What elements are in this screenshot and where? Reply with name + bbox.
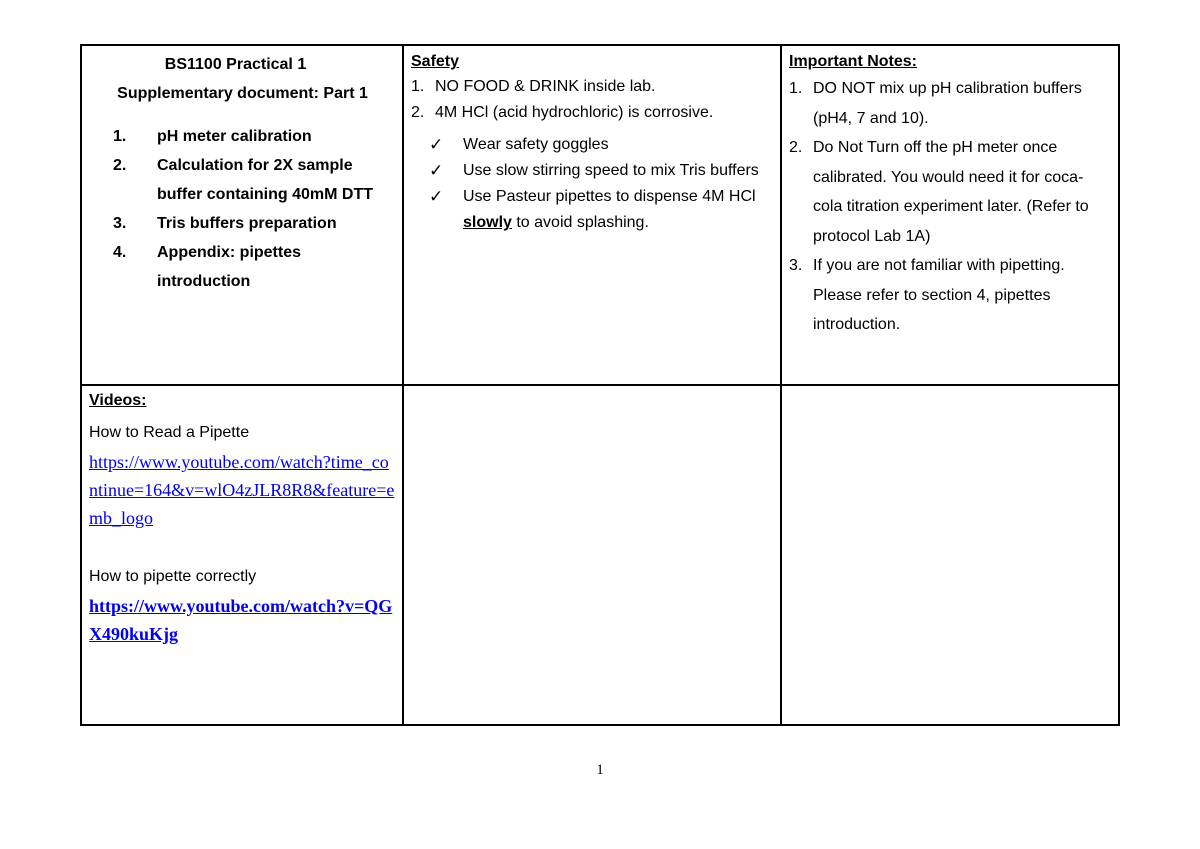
- checklist-item: ✓ Use slow stirring speed to mix Tris buffers: [429, 158, 774, 184]
- emphasis-slowly: slowly: [463, 214, 512, 231]
- safety-heading: Safety: [411, 53, 460, 70]
- notes-cell: [781, 45, 1119, 385]
- course-title: BS1100 Practical 1: [164, 56, 307, 73]
- safety-cell: [403, 45, 781, 385]
- checklist-item: ✓ Wear safety goggles: [429, 132, 774, 158]
- note-item: 2. Do Not Turn off the pH meter once calibrated. You would need it for coca-cola titration experiment later. (Refer to protocol Lab 1A): [789, 139, 1089, 245]
- safety-checklist: [429, 132, 774, 236]
- check-icon: ✓: [429, 135, 444, 154]
- notes-heading: Important Notes:: [789, 53, 917, 70]
- page-number: 1: [596, 762, 604, 778]
- document-table: [80, 44, 1120, 726]
- safety-list: [411, 74, 774, 126]
- contents-list: [89, 122, 396, 296]
- document-subtitle: Supplementary document: Part 1: [117, 85, 368, 102]
- contents-item: 3. Tris buffers preparation: [113, 215, 337, 232]
- contents-item: 2. Calculation for 2X sample buffer containing 40mM DTT: [113, 157, 373, 203]
- title-cell: [81, 45, 403, 385]
- note-item: 1. DO NOT mix up pH calibration buffers (pH4, 7 and 10).: [789, 80, 1082, 127]
- safety-item: 2. 4M HCl (acid hydrochloric) is corrosive.: [411, 104, 714, 121]
- check-icon: ✓: [429, 187, 444, 206]
- note-item: 3. If you are not familiar with pipetting. Please refer to section 4, pipettes introduction.: [789, 257, 1065, 333]
- video-link[interactable]: https://www.youtube.com/watch?v=QGX490kuKjg: [89, 596, 393, 644]
- video-title: How to Read a Pipette: [89, 424, 250, 441]
- notes-list: [789, 74, 1112, 340]
- contents-item: 1. pH meter calibration: [113, 128, 312, 145]
- video-link[interactable]: https://www.youtube.com/watch?time_continue=164&v=wlO4zJLR8R8&feature=emb_logo: [89, 452, 395, 528]
- contents-item: 4. Appendix: pipettes introduction: [113, 244, 302, 290]
- video-title: How to pipette correctly: [89, 568, 257, 585]
- videos-cell: [81, 385, 403, 725]
- check-icon: ✓: [429, 161, 444, 180]
- videos-heading: Videos:: [89, 392, 147, 409]
- checklist-item: ✓ Use Pasteur pipettes to dispense 4M HCl slowly to avoid splashing.: [429, 184, 774, 236]
- empty-cell: [403, 385, 781, 725]
- safety-item: 1. NO FOOD & DRINK inside lab.: [411, 78, 656, 95]
- empty-cell: [781, 385, 1119, 725]
